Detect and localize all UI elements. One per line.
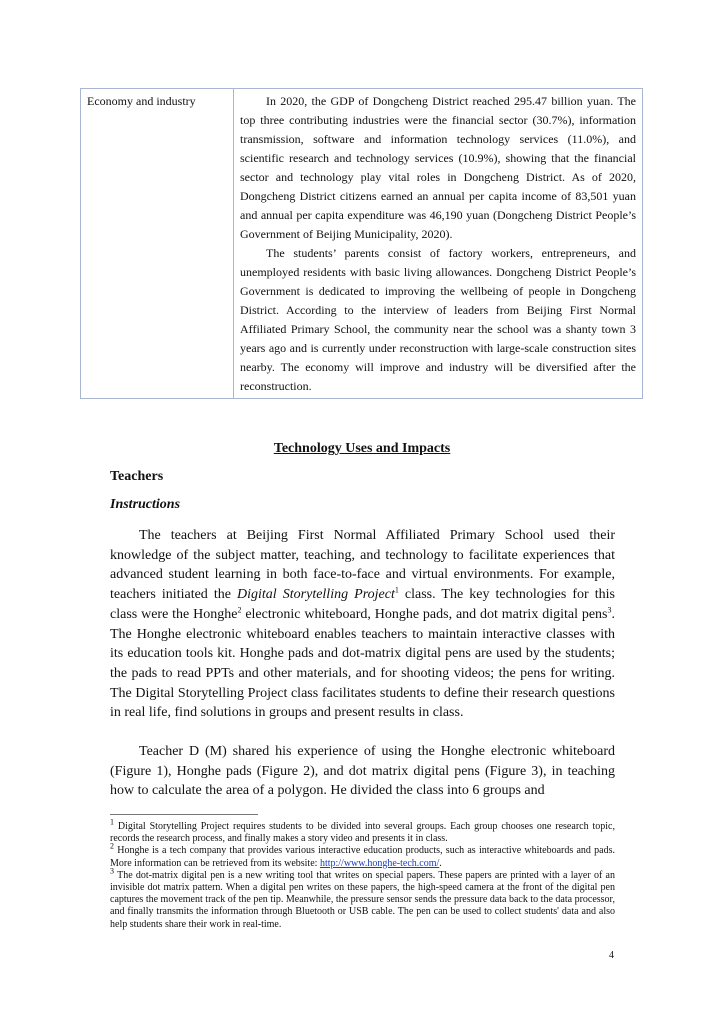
economy-paragraph-2: The students’ parents consist of factory workers, entrepreneurs, and unemployed residents with basic living allowances. Dongcheng District People’s Government is dedicated to improving the wellbeing of people in Dongcheng District. According to the interview of leaders from Beijing First Normal Affiliated Primary School, the community near the school was a shanty town 3 years ago and is currently under reconstruction with large-scale construction sites nearby. The economy will improve and industry will be diversified after the reconstruction. <box>240 246 636 393</box>
footnote-1-number: 1 <box>110 817 114 827</box>
context-table <box>80 88 643 399</box>
project-name: Digital Storytelling Project <box>237 587 395 603</box>
economy-paragraph-1: In 2020, the GDP of Dongcheng District reached 295.47 billion yuan. The top three contributing industries were the financial sector (30.7%), information transmission, software and information technology services (11.0%), and scientific research and technology services (10.9%), showing that the financial sector and technology play vital roles in Dongcheng District. As of 2020, Dongcheng District citizens earned an annual per capita income of 83,501 yuan and annual per capita expenditure was 46,190 yuan (Dongcheng District People’s Government of Beijing Municipality, 2020). <box>240 94 636 241</box>
footnote-2-number: 2 <box>110 842 114 852</box>
subheading-instructions: Instructions <box>110 497 181 512</box>
footnote-2 <box>110 842 615 869</box>
footnote-3-text: The dot-matrix digital pen is a new writing tool that writes on special papers. These papers are printed with a layer of an invisible dot matrix pattern. When a digital pen writes on these papers, the high-speed camera at the front of the digital pen captures the movement track of the pen tip. Meanwhile, the pressure sensor sends the pressure data back to the data processor, and finally transmits the information through Bluetooth or USB cable. The pen can be used to collect students' data and also help students share their work in real-time. <box>110 869 615 930</box>
p1-text-c: electronic whiteboard, Honghe pads, and dot matrix digital pens <box>241 606 608 622</box>
table-row <box>81 89 643 399</box>
footnote-2-end: . <box>439 857 442 869</box>
subheading-teachers: Teachers <box>110 469 164 484</box>
body-paragraph-2: Teacher D (M) shared his experience of using the Honghe electronic whiteboard (Figure 1), Honghe pads (Figure 2), and dot matrix digital pens (Figure 3), in teaching how to calculate the area of a polygon. He divided the class into 6 groups and <box>110 744 615 799</box>
footnotes <box>110 817 615 931</box>
p1-text-a: The teachers at Beijing First Normal Affiliated Primary School used their knowledge of the subject matter, teaching, and technology to facilitate experiences that advanced student learning in both face-to-face and virtual environments. For example, teachers initiated the <box>110 528 615 603</box>
honghe-website-link[interactable]: http://www.honghe-tech.com/ <box>319 857 440 869</box>
section-title: Technology Uses and Impacts <box>273 441 451 456</box>
footnote-ref-1[interactable]: 1 <box>394 585 399 595</box>
footnote-divider <box>110 814 258 815</box>
body-paragraph-1 <box>110 526 615 723</box>
footnote-3-number: 3 <box>110 866 114 876</box>
footnote-ref-2[interactable]: 2 <box>237 605 242 615</box>
row-label: Economy and industry <box>81 89 234 399</box>
footnote-1 <box>110 817 615 845</box>
footnote-1-text: Digital Storytelling Project requires students to be divided into several groups. Each group chooses one research topic, records the research process, and finally makes a story video and presents it in class. <box>110 821 615 845</box>
row-content <box>234 89 643 399</box>
page-number: 4 <box>609 950 614 961</box>
p1-text-d: . The Honghe electronic whiteboard enables teachers to maintain interactive classes with its education tools kit. Honghe pads and dot-matrix digital pens are used by the students; the pads to read PPTs and other materials, and for shooting videos; the pens for writing. The Digital Storytelling Project class facilitates students to define their research questions in real life, find solutions in groups and present results in class. <box>110 606 615 721</box>
footnote-2-text: Honghe is a tech company that provides various interactive education products, such as interactive whiteboards and pads. More information can be retrieved from its website: <box>110 845 615 869</box>
p1-text-b: class. The key technologies for this class were the Honghe <box>110 587 615 622</box>
footnote-3 <box>110 866 615 931</box>
footnote-ref-3[interactable]: 3 <box>607 605 612 615</box>
economy-table <box>80 88 643 399</box>
